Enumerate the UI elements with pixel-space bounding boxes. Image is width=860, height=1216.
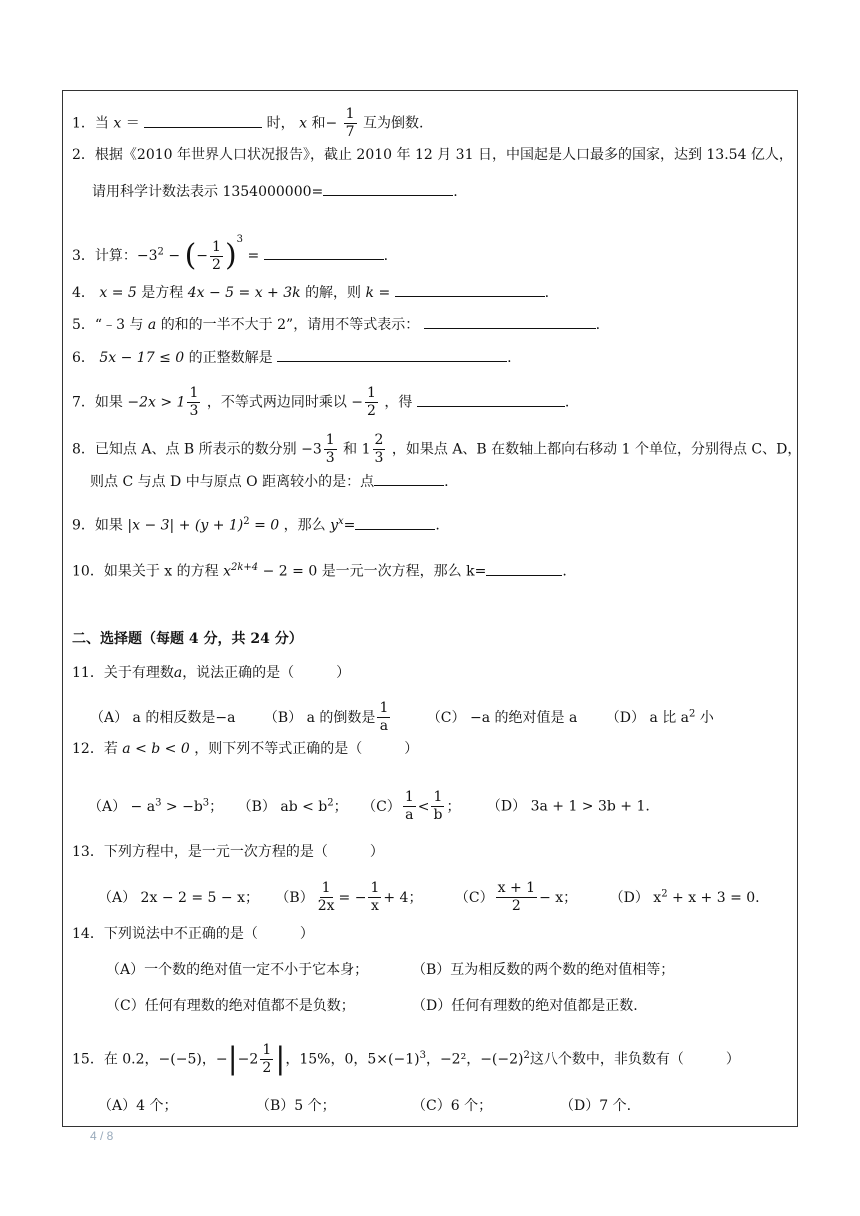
q11-stem: 11．关于有理数 xyxy=(72,665,174,681)
question-2-line1: 2．根据《2010 年世界人口状况报告》，截止 2010 年 12 月 31 日，中国起是人口最多的国家，达到 13.54 亿人， xyxy=(72,147,793,163)
q10-text2: 是一元一次方程，那么 k= xyxy=(321,563,487,580)
question-3 xyxy=(72,230,388,274)
q5-var: a xyxy=(147,317,157,333)
option-c[interactable]: （C）任何有理数的绝对值都不是负数； xyxy=(106,998,355,1014)
q9-exp2: x xyxy=(338,516,344,527)
option-d[interactable]: （D） $x^2 + x + 3 = 0$. xyxy=(609,887,760,906)
q8-end: . xyxy=(444,474,449,490)
q3-exp2: 3 xyxy=(236,234,244,245)
option-a[interactable]: $(A) - a^3 > -b^3$； xyxy=(88,796,224,815)
answer-blank[interactable] xyxy=(144,113,262,128)
question-6 xyxy=(72,347,512,368)
q5-text: 5．“﹣3 与 xyxy=(72,317,144,333)
question-8-line1 xyxy=(72,432,801,467)
option-c[interactable]: （C）6 个； xyxy=(412,1098,493,1114)
option-b[interactable]: （B）5 个； xyxy=(256,1098,336,1114)
q9-end: . xyxy=(435,517,440,534)
option-c[interactable]: （C） $\frac{1}{a}$ < $\frac{1}{b}$ ； xyxy=(362,789,461,823)
q1-text4: 互为倒数. xyxy=(363,115,424,132)
q3-end: . xyxy=(383,248,389,264)
q4-k: k = xyxy=(365,285,391,301)
q12-stem2: ，则下列不等式正确的是（ ） xyxy=(194,741,419,757)
abs-bar-right: | xyxy=(275,1041,286,1077)
q10-end: . xyxy=(562,563,567,580)
q7-text: 7．如果 xyxy=(72,394,123,411)
question-15 xyxy=(72,1042,740,1077)
q7-expr: −2x > 1 xyxy=(127,394,186,411)
abs-bar-left: | xyxy=(227,1041,238,1077)
q6-end: . xyxy=(507,350,512,366)
right-paren: ) xyxy=(224,238,237,273)
question-10 xyxy=(72,558,567,582)
q2-text: 请用科学计数法表示 1354000000= xyxy=(92,184,324,200)
q1-eq: ＝ xyxy=(125,115,140,132)
q9-eq: = 0 xyxy=(249,517,280,534)
q1-var: x xyxy=(113,115,122,132)
q13-options xyxy=(98,880,760,915)
q1-var2: x xyxy=(299,115,307,132)
q9-text2: ，那么 xyxy=(283,517,326,534)
question-14: 14．下列说法中不正确的是（ ） xyxy=(72,926,314,942)
fraction: $\frac{1}{7}$ xyxy=(345,106,355,140)
fraction: $\frac{1}{2}$ xyxy=(367,385,376,419)
q4-text: 是方程 xyxy=(141,285,184,301)
answer-blank[interactable] xyxy=(323,181,453,196)
q12-options xyxy=(88,789,650,824)
q12-stem: 12．若 xyxy=(72,741,118,757)
answer-blank[interactable] xyxy=(264,245,384,260)
q15-num: −2 xyxy=(237,1051,259,1068)
q5-text2: 的和的一半不大于 2”，请用不等式表示： xyxy=(160,317,420,333)
question-2-line2 xyxy=(92,181,458,202)
q9-expr: |x − 3| + (y + 1) xyxy=(127,517,244,534)
question-8-line2 xyxy=(90,471,449,492)
q3-minus: − xyxy=(168,248,181,264)
question-12 xyxy=(72,739,418,759)
answer-blank[interactable] xyxy=(424,314,596,329)
answer-blank[interactable] xyxy=(374,471,444,486)
answer-blank[interactable] xyxy=(355,515,435,530)
q8-text: 8．已知点 A、点 B 所表示的数分别 xyxy=(72,441,297,458)
option-b[interactable]: （B）互为相反数的两个数的绝对值相等； xyxy=(412,962,675,978)
q4-num: 4． xyxy=(72,285,95,301)
q8-text3: 则点 C 与点 D 中与原点 O 距离较小的是：点 xyxy=(90,474,375,490)
q11-stem2: ，说法正确的是（ ） xyxy=(182,665,351,681)
q15-text2: ，15%，0，5×(−1) xyxy=(285,1051,420,1068)
question-13: 13．下列方程中，是一元一次方程的是（ ） xyxy=(72,844,384,860)
q15-exp2: 2 xyxy=(523,1049,530,1061)
q4-end: . xyxy=(544,285,550,301)
question-4 xyxy=(72,282,549,303)
fraction: $\frac{1}{2}$ xyxy=(212,238,221,273)
q4-text2: 的解，则 xyxy=(305,285,362,301)
q3-text: 3．计算：−3 xyxy=(72,248,158,264)
question-1 xyxy=(72,106,423,141)
q11-var: a xyxy=(173,665,183,681)
option-a[interactable]: （A） 2x − 2 = 5 − x； xyxy=(98,889,259,906)
option-c[interactable]: （C） $\frac{x + 1}{2}$ − x； xyxy=(454,880,578,914)
fraction: $\frac{1}{3}$ xyxy=(189,385,199,419)
q1-text: 1．当 xyxy=(72,115,109,132)
q9-exp: 2 xyxy=(243,516,250,527)
q11-options xyxy=(90,700,714,735)
q6-expr: 5x − 17 ≤ 0 xyxy=(99,350,185,366)
answer-blank[interactable] xyxy=(486,561,562,576)
answer-blank[interactable] xyxy=(417,392,565,407)
page-number: 4 / 8 xyxy=(90,1129,114,1143)
option-b[interactable]: （B） ab < $b^2$； xyxy=(237,796,348,815)
q8-text2: ，如果点 A、B 在数轴上都向右移动 1 个单位，分别得点 C、D， xyxy=(391,441,802,458)
q2-end: . xyxy=(453,184,458,200)
q1-text3: 和− xyxy=(311,115,338,132)
q9-text: 9．如果 xyxy=(72,517,123,534)
fraction: $\frac{1}{3}$ xyxy=(325,432,335,466)
option-a[interactable]: （A） a 的相反数是−a xyxy=(90,709,236,726)
q10-exp: 2k+4 xyxy=(230,562,259,573)
answer-blank[interactable] xyxy=(395,282,545,297)
q10-expr: − 2 = 0 xyxy=(258,563,318,580)
fraction: $\frac{1}{2}$ xyxy=(262,1042,272,1076)
option-a[interactable]: （A）4 个； xyxy=(98,1098,178,1114)
question-11 xyxy=(72,663,350,683)
q9-y: y xyxy=(330,517,338,534)
q8-num1: −3 xyxy=(301,441,322,458)
q6-text: 的正整数解是 xyxy=(188,350,273,366)
q7-end: . xyxy=(564,394,570,411)
answer-blank[interactable] xyxy=(277,347,507,362)
q5-end: . xyxy=(595,317,601,333)
q10-text: 10．如果关于 x 的方程 xyxy=(72,563,219,580)
q8-num2: 1 xyxy=(361,441,371,458)
q15-exp: 3 xyxy=(419,1049,426,1061)
left-paren: ( xyxy=(184,238,197,273)
option-d[interactable]: （D）7 个. xyxy=(560,1098,632,1114)
option-b[interactable]: （B） $\frac{1}{2x}$ = − $\frac{1}{x}$ + 4； xyxy=(275,880,423,914)
question-5 xyxy=(72,314,600,335)
q10-x: x xyxy=(223,563,231,580)
option-a[interactable]: （A）一个数的绝对值一定不小于它本身； xyxy=(106,962,369,978)
q15-text3: ，−2²，−(−2) xyxy=(425,1051,524,1068)
q3-eq: = xyxy=(247,248,260,264)
q15-text4: 这八个数中，非负数有（ ） xyxy=(529,1051,740,1068)
option-b[interactable]: （B） a 的倒数是 $\frac{1}{a}$ xyxy=(263,700,389,734)
q8-and: 和 xyxy=(343,441,358,458)
option-c[interactable]: （C） −a 的绝对值是 a xyxy=(426,709,578,726)
option-d[interactable]: （D） a 比 $a^2$ 小 xyxy=(605,707,714,726)
q7-text2: ，不等式两边同时乘以 − xyxy=(206,394,364,411)
option-d[interactable]: （D）任何有理数的绝对值都是正数. xyxy=(412,998,638,1014)
fraction: $\frac{2}{3}$ xyxy=(374,432,384,466)
option-d[interactable]: （D） 3a + 1 > 3b + 1. xyxy=(486,798,650,815)
q3-neg: − xyxy=(196,248,209,264)
q6-num: 6． xyxy=(72,350,95,366)
q12-cond: a < b < 0 xyxy=(122,741,190,757)
q4-equation: 4x − 5 = x + 3k xyxy=(187,285,301,301)
q1-text2: 时， xyxy=(266,115,295,132)
q9-eq2: = xyxy=(343,517,356,534)
q15-text: 15．在 0.2，−(−5)，− xyxy=(72,1051,228,1068)
q7-text3: ，得 xyxy=(384,394,413,411)
question-9 xyxy=(72,512,440,536)
q4-expr: x = 5 xyxy=(99,285,137,301)
section-heading: 二、选择题（每题 4 分，共 24 分） xyxy=(72,631,303,647)
q3-exp: 2 xyxy=(157,246,164,258)
question-7 xyxy=(72,385,569,420)
